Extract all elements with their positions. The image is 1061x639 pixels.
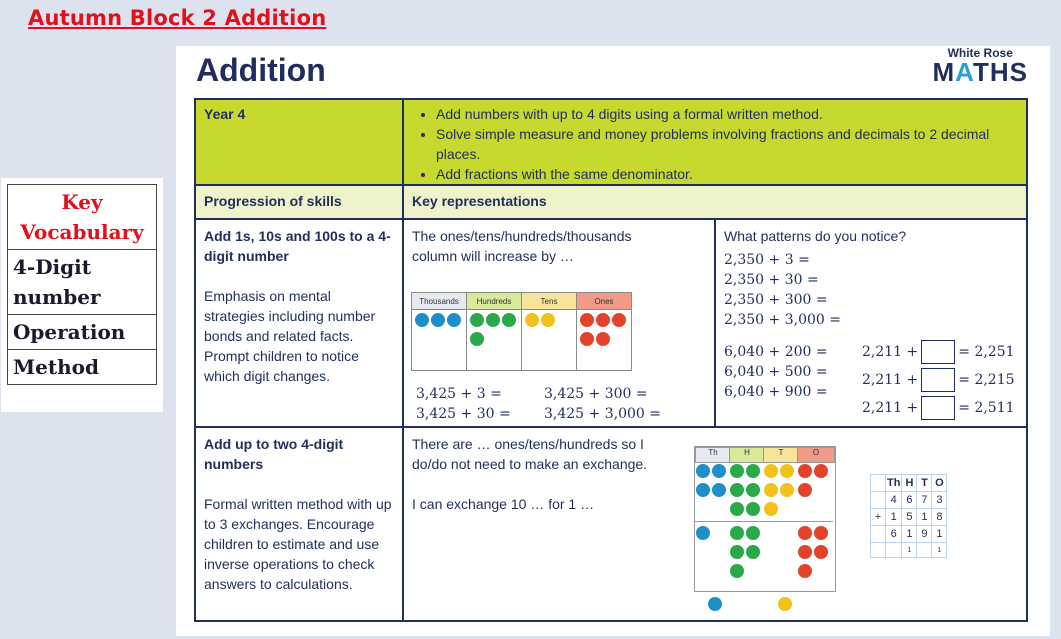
- slide: [176, 46, 1050, 636]
- place-value-chart: Thousands Hundreds Tens Ones: [411, 292, 632, 371]
- equations-right: 3,425 + 300 = 3,425 + 3,000 =: [544, 386, 661, 422]
- curriculum-grid: [194, 98, 1028, 622]
- year-label: Year 4: [194, 98, 404, 186]
- vocabulary-item: Operation: [8, 315, 157, 350]
- key-vocabulary-panel: [1, 178, 163, 412]
- ones-column: [577, 310, 632, 371]
- rep-patterns: What patterns do you notice? 2,350 + 3 = 2,350 + 30 = 2,350 + 300 = 2,350 + 3,000 = 6,040 + 200 = 6,040 + 500 = 6,040 + 900 = 2,211 + = 2,251 2,211 + = 2,215 2,211 + = 2,511: [714, 218, 1028, 428]
- skill-add-two-4-digit: Add up to two 4-digit numbers Formal written method with up to 3 exchanges. Encourage children to estimate and use inverse operations to check answers to calculations.: [194, 426, 404, 622]
- rep-place-value: The ones/tens/hundreds/thousands column will increase by … Thousands Hundreds Tens Ones 3,425 + 3 = 3,425 + 30 = 3,425 + 300 = 3,425 + 3,000 =: [402, 218, 716, 428]
- patterns-b: 6,040 + 200 = 6,040 + 500 = 6,040 + 900 =: [724, 344, 828, 400]
- skill-add-1s-10s-100s: Add 1s, 10s and 100s to a 4-digit number Emphasis on mental strategies including number bonds and related facts. Prompt children to notice which digit changes.: [194, 218, 404, 428]
- year-objectives: [402, 98, 1028, 186]
- objective-item: • Solve simple measure and money problems involving fractions and decimals to 2 decimal places.: [436, 124, 1020, 164]
- page-heading: Autumn Block 2 Addition: [28, 6, 327, 30]
- patterns-a: 2,350 + 3 = 2,350 + 30 = 2,350 + 300 = 2,350 + 3,000 =: [724, 252, 841, 328]
- progression-header: Progression of skills: [194, 184, 404, 220]
- objective-item: • Add numbers with up to 4 digits using a formal written method.: [436, 104, 1020, 124]
- hundreds-column: [467, 310, 522, 371]
- answer-box: [921, 396, 955, 420]
- slide-title: Addition: [196, 52, 326, 88]
- white-rose-maths-logo: White Rose MATHS: [932, 46, 1028, 87]
- vocabulary-item: 4-Digit number: [8, 250, 157, 315]
- rep-formal-method: There are … ones/tens/hundreds so I do/do not need to make an exchange. I can exchange 10 … for 1 … Th H T O Th H T O 4 6 7 3 + 1 5 1 8 6 1 9 1 1 1: [402, 426, 1028, 622]
- exchange-diagram: Th H T O: [694, 446, 836, 592]
- answer-box: [921, 368, 955, 392]
- missing-number-problems: 2,211 + = 2,251 2,211 + = 2,215 2,211 + = 2,511: [862, 338, 1015, 422]
- vocabulary-item: Method: [8, 350, 157, 385]
- equations-left: 3,425 + 3 = 3,425 + 30 =: [416, 386, 511, 422]
- written-method-grid: Th H T O 4 6 7 3 + 1 5 1 8 6 1 9 1 1 1: [870, 474, 947, 558]
- objective-item: • Add fractions with the same denominator.: [436, 164, 1020, 184]
- tens-column: [522, 310, 577, 371]
- representations-header: Key representations: [402, 184, 1028, 220]
- answer-box: [921, 340, 955, 364]
- vocabulary-title: Key Vocabulary: [8, 185, 157, 250]
- thousands-column: [412, 310, 467, 371]
- vocabulary-table: [7, 184, 157, 385]
